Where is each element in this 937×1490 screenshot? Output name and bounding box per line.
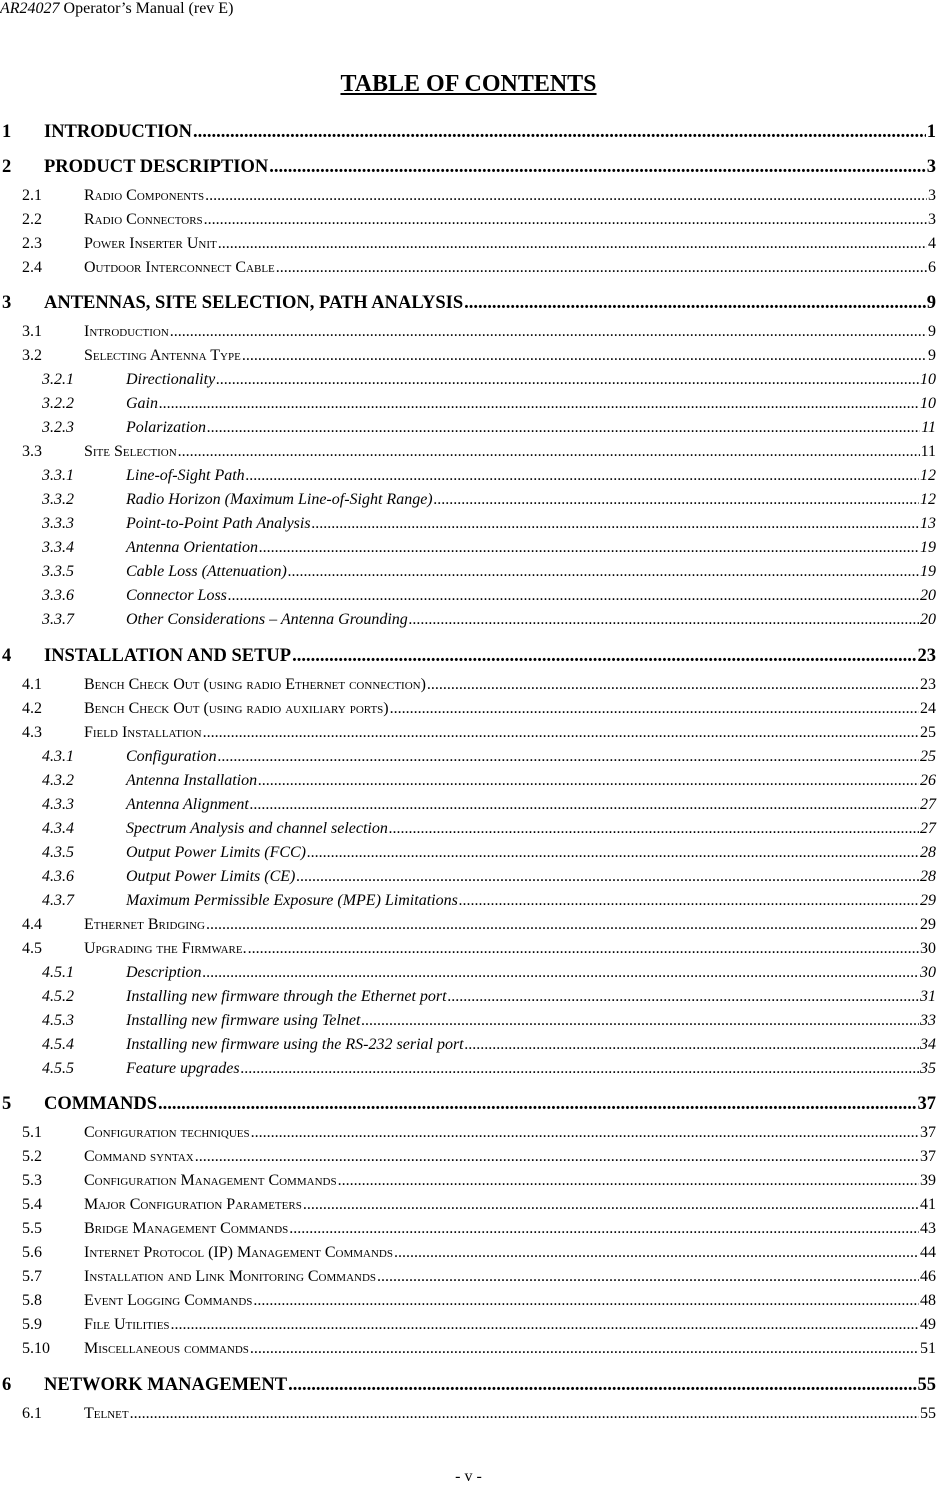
toc-entry-page: 37 bbox=[917, 1094, 936, 1114]
toc-entry-number: 5 bbox=[2, 1094, 12, 1114]
toc-dot-leader bbox=[158, 1094, 916, 1115]
toc-entry-number: 5.9 bbox=[22, 1316, 42, 1333]
toc-entry-4-5-2[interactable] bbox=[42, 988, 936, 1012]
toc-entry-number: 4.4 bbox=[22, 916, 42, 933]
toc-entry-number: 2.4 bbox=[22, 259, 42, 276]
toc-entry-number: 5.3 bbox=[22, 1172, 42, 1189]
toc-entry-5[interactable] bbox=[2, 1094, 936, 1118]
toc-entry-number: 3.3.2 bbox=[42, 491, 74, 508]
toc-entry-page: 28 bbox=[920, 844, 936, 861]
toc-entry-4-5-1[interactable] bbox=[42, 964, 936, 988]
toc-entry-2[interactable] bbox=[2, 157, 936, 181]
toc-entry-page: 49 bbox=[920, 1316, 936, 1333]
toc-entry-number: 4.3.6 bbox=[42, 868, 74, 885]
toc-entry-title: File Utilities bbox=[84, 1316, 170, 1333]
toc-entry-number: 3.3.4 bbox=[42, 539, 74, 556]
toc-entry-page: 24 bbox=[920, 700, 936, 717]
toc-entry-page: 19 bbox=[920, 539, 936, 556]
toc-dot-leader bbox=[459, 892, 919, 910]
header-title: Operator’s Manual (rev E) bbox=[63, 0, 234, 17]
toc-entry-title: Field Installation bbox=[84, 724, 202, 741]
toc-dot-leader bbox=[377, 1268, 919, 1286]
toc-entry-page: 48 bbox=[920, 1292, 936, 1309]
toc-entry-title: Telnet bbox=[84, 1405, 129, 1422]
toc-dot-leader bbox=[195, 1148, 919, 1166]
toc-entry-3-1[interactable] bbox=[22, 323, 936, 347]
toc-dot-leader bbox=[288, 563, 919, 581]
toc-entry-5-6[interactable] bbox=[22, 1244, 936, 1268]
toc-entry-number: 4.2 bbox=[22, 700, 42, 717]
toc-entry-page: 55 bbox=[917, 1375, 936, 1395]
toc-dot-leader bbox=[178, 443, 920, 461]
toc-entry-number: 4.5.2 bbox=[42, 988, 74, 1005]
toc-entry-page: 44 bbox=[920, 1244, 936, 1261]
toc-entry-page: 12 bbox=[920, 491, 936, 508]
toc-entry-page: 37 bbox=[920, 1148, 936, 1165]
running-header bbox=[0, 0, 233, 18]
toc-dot-leader bbox=[361, 1012, 919, 1030]
toc-dot-leader bbox=[289, 1220, 919, 1238]
toc-entry-5-10[interactable] bbox=[22, 1340, 936, 1364]
toc-entry-title: Radio Connectors bbox=[84, 211, 203, 228]
toc-entry-number: 3.3 bbox=[22, 443, 42, 460]
toc-entry-number: 3.2.1 bbox=[42, 371, 74, 388]
toc-entry-number: 4.3.5 bbox=[42, 844, 74, 861]
toc-dot-leader bbox=[130, 1405, 919, 1423]
toc-entry-page: 51 bbox=[920, 1340, 936, 1357]
toc-entry-title: Gain bbox=[126, 395, 158, 412]
toc-entry-page: 10 bbox=[920, 395, 936, 412]
toc-entry-page: 41 bbox=[920, 1196, 936, 1213]
toc-entry-title: Configuration Management Commands bbox=[84, 1172, 337, 1189]
toc-dot-leader bbox=[216, 371, 919, 389]
toc-entry-4-5[interactable] bbox=[22, 940, 936, 964]
toc-entry-4-4[interactable] bbox=[22, 916, 936, 940]
toc-entry-page: 33 bbox=[920, 1012, 936, 1029]
toc-entry-4-3-7[interactable] bbox=[42, 892, 936, 916]
toc-entry-3-2[interactable] bbox=[22, 347, 936, 371]
toc-entry-page: 20 bbox=[920, 587, 936, 604]
toc-entry-title: Configuration bbox=[126, 748, 217, 765]
toc-entry-number: 4.1 bbox=[22, 676, 42, 693]
toc-entry-3[interactable] bbox=[2, 293, 936, 317]
toc-entry-5-5[interactable] bbox=[22, 1220, 936, 1244]
toc-dot-leader bbox=[205, 187, 927, 205]
toc-entry-4-3[interactable] bbox=[22, 724, 936, 748]
toc-entry-number: 5.1 bbox=[22, 1124, 42, 1141]
toc-entry-title: Installing new firmware through the Ethernet port bbox=[126, 988, 447, 1005]
toc-entry-number: 3.2.3 bbox=[42, 419, 74, 436]
toc-dot-leader bbox=[259, 539, 919, 557]
toc-dot-leader bbox=[409, 611, 919, 629]
toc-entry-title: Radio Horizon (Maximum Line-of-Sight Range) bbox=[126, 491, 433, 508]
toc-dot-leader bbox=[246, 467, 919, 485]
toc-entry-number: 5.6 bbox=[22, 1244, 42, 1261]
toc-entry-page: 9 bbox=[928, 347, 936, 364]
toc-dot-leader bbox=[170, 323, 927, 341]
toc-entry-page: 29 bbox=[920, 892, 936, 909]
toc-entry-title: Line-of-Sight Path bbox=[126, 467, 245, 484]
toc-entry-title: Output Power Limits (CE) bbox=[126, 868, 296, 885]
toc-dot-leader bbox=[465, 1036, 919, 1054]
toc-entry-title: Description bbox=[126, 964, 202, 981]
toc-entry-page: 10 bbox=[920, 371, 936, 388]
toc-entry-title: Spectrum Analysis and channel selection bbox=[126, 820, 388, 837]
toc-entry-title: Internet Protocol (IP) Management Commands bbox=[84, 1244, 393, 1261]
toc-entry-4-5-4[interactable] bbox=[42, 1036, 936, 1060]
toc-entry-title: Cable Loss (Attenuation) bbox=[126, 563, 287, 580]
toc-entry-number: 4.5.1 bbox=[42, 964, 74, 981]
toc-dot-leader bbox=[171, 1316, 919, 1334]
toc-entry-number: 3.3.6 bbox=[42, 587, 74, 604]
toc-entry-page: 19 bbox=[920, 563, 936, 580]
toc-entry-title: Event Logging Commands bbox=[84, 1292, 253, 1309]
toc-entry-number: 3.3.1 bbox=[42, 467, 74, 484]
toc-entry-page: 31 bbox=[920, 988, 936, 1005]
toc-dot-leader bbox=[206, 916, 919, 934]
toc-entry-page: 20 bbox=[920, 611, 936, 628]
toc-entry-1[interactable] bbox=[2, 122, 936, 146]
toc-dot-leader bbox=[427, 676, 919, 694]
toc-entry-5-2[interactable] bbox=[22, 1148, 936, 1172]
toc-entry-3-3-3[interactable] bbox=[42, 515, 936, 539]
toc-entry-page: 4 bbox=[928, 235, 936, 252]
toc-entry-number: 4.5 bbox=[22, 940, 42, 957]
toc-entry-4-3-2[interactable] bbox=[42, 772, 936, 796]
toc-entry-4-3-1[interactable] bbox=[42, 748, 936, 772]
toc-entry-number: 5.2 bbox=[22, 1148, 42, 1165]
toc-entry-page: 27 bbox=[920, 796, 936, 813]
toc-entry-title: Command syntax bbox=[84, 1148, 194, 1165]
toc-entry-title: Site Selection bbox=[84, 443, 177, 460]
toc-entry-title: COMMANDS bbox=[44, 1094, 158, 1114]
toc-entry-number: 3.3.3 bbox=[42, 515, 74, 532]
toc-entry-page: 26 bbox=[920, 772, 936, 789]
toc-entry-title: Other Considerations – Antenna Grounding bbox=[126, 611, 408, 628]
toc-dot-leader bbox=[203, 724, 919, 742]
toc-entry-3-3[interactable] bbox=[22, 443, 936, 467]
toc-entry-page: 30 bbox=[920, 964, 936, 981]
toc-entry-number: 5.4 bbox=[22, 1196, 42, 1213]
toc-dot-leader bbox=[203, 964, 919, 982]
toc-entry-title: PRODUCT DESCRIPTION bbox=[44, 157, 269, 177]
toc-dot-leader bbox=[250, 1340, 919, 1358]
toc-entry-title: INSTALLATION AND SETUP bbox=[44, 646, 292, 666]
toc-entry-number: 3.1 bbox=[22, 323, 42, 340]
toc-entry-number: 4.5.4 bbox=[42, 1036, 74, 1053]
toc-entry-4-3-6[interactable] bbox=[42, 868, 936, 892]
toc-entry-3-2-1[interactable] bbox=[42, 371, 936, 395]
toc-entry-title: NETWORK MANAGEMENT bbox=[44, 1375, 288, 1395]
toc-entry-page: 13 bbox=[920, 515, 936, 532]
toc-entry-number: 5.10 bbox=[22, 1340, 50, 1357]
toc-entry-5-7[interactable] bbox=[22, 1268, 936, 1292]
toc-entry-page: 27 bbox=[920, 820, 936, 837]
toc-entry-title: Output Power Limits (FCC) bbox=[126, 844, 307, 861]
toc-dot-leader bbox=[218, 748, 919, 766]
toc-entry-title: Maximum Permissible Exposure (MPE) Limitations bbox=[126, 892, 458, 909]
toc-dot-leader bbox=[242, 347, 927, 365]
toc-entry-page: 23 bbox=[920, 676, 936, 693]
toc-entry-number: 5.5 bbox=[22, 1220, 42, 1237]
toc-entry-number: 4.3.7 bbox=[42, 892, 74, 909]
toc-entry-number: 4.5.3 bbox=[42, 1012, 74, 1029]
toc-dot-leader bbox=[307, 844, 919, 862]
toc-entry-3-3-6[interactable] bbox=[42, 587, 936, 611]
toc-entry-4-3-4[interactable] bbox=[42, 820, 936, 844]
toc-entry-title: Polarization bbox=[126, 419, 207, 436]
toc-entry-page: 9 bbox=[926, 293, 936, 313]
toc-entry-number: 4.3.2 bbox=[42, 772, 74, 789]
toc-dot-leader bbox=[292, 646, 916, 667]
toc-entry-title: INTRODUCTION bbox=[44, 122, 193, 142]
toc-entry-6[interactable] bbox=[2, 1375, 936, 1399]
toc-dot-leader bbox=[276, 259, 927, 277]
toc-dot-leader bbox=[448, 988, 919, 1006]
toc-entry-number: 4.3.3 bbox=[42, 796, 74, 813]
toc-entry-3-2-2[interactable] bbox=[42, 395, 936, 419]
toc-entry-title: Miscellaneous commands bbox=[84, 1340, 249, 1357]
toc-entry-4-5-5[interactable] bbox=[42, 1060, 936, 1084]
toc-entry-page: 9 bbox=[928, 323, 936, 340]
toc-entry-number: 1 bbox=[2, 122, 12, 142]
toc-entry-4-1[interactable] bbox=[22, 676, 936, 700]
toc-entry-title: Outdoor Interconnect Cable bbox=[84, 259, 275, 276]
toc-entry-title: Bench Check Out (using radio auxiliary ports) bbox=[84, 700, 389, 717]
toc-entry-number: 2.2 bbox=[22, 211, 42, 228]
toc-dot-leader bbox=[288, 1375, 916, 1396]
toc-entry-page: 30 bbox=[920, 940, 936, 957]
toc-dot-leader bbox=[253, 1292, 919, 1310]
toc-entry-3-3-5[interactable] bbox=[42, 563, 936, 587]
toc-entry-3-3-2[interactable] bbox=[42, 491, 936, 515]
toc-entry-4-3-3[interactable] bbox=[42, 796, 936, 820]
toc-entry-number: 4.3 bbox=[22, 724, 42, 741]
toc-entry-4-2[interactable] bbox=[22, 700, 936, 724]
toc-entry-title: Power Inserter Unit bbox=[84, 235, 217, 252]
toc-entry-title: Directionality bbox=[126, 371, 216, 388]
toc-dot-leader bbox=[207, 419, 920, 437]
toc-dot-leader bbox=[204, 211, 927, 229]
toc-entry-title: Major Configuration Parameters bbox=[84, 1196, 302, 1213]
toc-entry-number: 4 bbox=[2, 646, 12, 666]
toc-entry-3-3-1[interactable] bbox=[42, 467, 936, 491]
toc-dot-leader bbox=[241, 1060, 919, 1078]
toc-entry-title: Installing new firmware using Telnet bbox=[126, 1012, 361, 1029]
page-title: TABLE OF CONTENTS bbox=[340, 71, 597, 97]
toc-entry-page: 3 bbox=[928, 211, 936, 228]
toc-dot-leader bbox=[250, 796, 919, 814]
toc-entry-6-1[interactable] bbox=[22, 1405, 936, 1429]
toc-entry-5-8[interactable] bbox=[22, 1292, 936, 1316]
toc-entry-page: 39 bbox=[920, 1172, 936, 1189]
toc-dot-leader bbox=[258, 772, 919, 790]
toc-dot-leader bbox=[159, 395, 919, 413]
toc-entry-number: 4.3.4 bbox=[42, 820, 74, 837]
toc-entry-page: 37 bbox=[920, 1124, 936, 1141]
toc-dot-leader bbox=[303, 1196, 919, 1214]
toc-entry-title: Selecting Antenna Type bbox=[84, 347, 241, 364]
toc-entry-title: Connector Loss bbox=[126, 587, 227, 604]
toc-entry-number: 6.1 bbox=[22, 1405, 42, 1422]
toc-entry-title: Bench Check Out (using radio Ethernet connection) bbox=[84, 676, 426, 693]
toc-entry-title: Installing new firmware using the RS-232 serial port bbox=[126, 1036, 464, 1053]
toc-entry-title: Ethernet Bridging bbox=[84, 916, 205, 933]
toc-entry-page: 46 bbox=[920, 1268, 936, 1285]
toc-entry-title: Installation and Link Monitoring Commands bbox=[84, 1268, 377, 1285]
toc-entry-page: 3 bbox=[926, 157, 936, 177]
toc-entry-title: Radio Components bbox=[84, 187, 205, 204]
toc-entry-title: Point-to-Point Path Analysis bbox=[126, 515, 311, 532]
toc-dot-leader bbox=[228, 587, 919, 605]
toc-entry-page: 25 bbox=[920, 724, 936, 741]
toc-entry-number: 5.8 bbox=[22, 1292, 42, 1309]
toc-entry-page: 25 bbox=[920, 748, 936, 765]
toc-dot-leader bbox=[193, 122, 926, 143]
toc-entry-2-3[interactable] bbox=[22, 235, 936, 259]
toc-entry-title: ANTENNAS, SITE SELECTION, PATH ANALYSIS bbox=[44, 293, 464, 313]
toc-dot-leader bbox=[389, 820, 919, 838]
toc-entry-page: 23 bbox=[917, 646, 936, 666]
toc-entry-title: Antenna Orientation bbox=[126, 539, 258, 556]
toc-dot-leader bbox=[312, 515, 919, 533]
toc-entry-page: 1 bbox=[926, 122, 936, 142]
page-number: - v - bbox=[455, 1468, 482, 1485]
toc-entry-5-9[interactable] bbox=[22, 1316, 936, 1340]
toc-entry-4-3-5[interactable] bbox=[42, 844, 936, 868]
toc-entry-page: 28 bbox=[920, 868, 936, 885]
toc-entry-2-2[interactable] bbox=[22, 211, 936, 235]
toc-dot-leader bbox=[464, 293, 926, 314]
toc-entry-title: Upgrading the Firmware. bbox=[84, 940, 247, 957]
toc-entry-5-4[interactable] bbox=[22, 1196, 936, 1220]
toc-dot-leader bbox=[251, 1124, 919, 1142]
toc-dot-leader bbox=[218, 235, 927, 253]
header-model: AR24027 bbox=[0, 0, 60, 17]
toc-entry-number: 4.3.1 bbox=[42, 748, 74, 765]
toc-entry-5-1[interactable] bbox=[22, 1124, 936, 1148]
toc-entry-number: 6 bbox=[2, 1375, 12, 1395]
toc-entry-page: 43 bbox=[920, 1220, 936, 1237]
toc-entry-number: 2 bbox=[2, 157, 12, 177]
toc-entry-number: 3.3.5 bbox=[42, 563, 74, 580]
toc-entry-title: Antenna Alignment bbox=[126, 796, 249, 813]
toc-dot-leader bbox=[390, 700, 919, 718]
toc-entry-number: 2.1 bbox=[22, 187, 42, 204]
toc-entry-number: 4.5.5 bbox=[42, 1060, 74, 1077]
toc-entry-page: 6 bbox=[928, 259, 936, 276]
toc-entry-number: 3.2 bbox=[22, 347, 42, 364]
toc-entry-page: 3 bbox=[928, 187, 936, 204]
toc-dot-leader bbox=[394, 1244, 919, 1262]
toc-entry-5-3[interactable] bbox=[22, 1172, 936, 1196]
toc-entry-number: 2.3 bbox=[22, 235, 42, 252]
toc-entry-page: 35 bbox=[920, 1060, 936, 1077]
toc-entry-3-3-4[interactable] bbox=[42, 539, 936, 563]
toc-entry-title: Bridge Management Commands bbox=[84, 1220, 289, 1237]
toc-entry-4[interactable] bbox=[2, 646, 936, 670]
toc-dot-leader bbox=[248, 940, 919, 958]
toc-entry-title: Feature upgrades bbox=[126, 1060, 240, 1077]
toc-entry-3-2-3[interactable] bbox=[42, 419, 936, 443]
toc-entry-2-1[interactable] bbox=[22, 187, 936, 211]
toc-entry-page: 11 bbox=[921, 419, 936, 436]
toc-entry-title: Introduction bbox=[84, 323, 169, 340]
toc-entry-page: 29 bbox=[920, 916, 936, 933]
toc-entry-number: 3 bbox=[2, 293, 12, 313]
toc-entry-title: Antenna Installation bbox=[126, 772, 258, 789]
toc-entry-page: 55 bbox=[920, 1405, 936, 1422]
toc-entry-page: 12 bbox=[920, 467, 936, 484]
toc-dot-leader bbox=[434, 491, 919, 509]
toc-entry-page: 11 bbox=[920, 443, 936, 460]
toc-entry-3-3-7[interactable] bbox=[42, 611, 936, 635]
toc-entry-page: 34 bbox=[920, 1036, 936, 1053]
toc-dot-leader bbox=[269, 157, 925, 178]
toc-entry-4-5-3[interactable] bbox=[42, 1012, 936, 1036]
toc-entry-title: Configuration techniques bbox=[84, 1124, 250, 1141]
toc-entry-number: 3.3.7 bbox=[42, 611, 74, 628]
toc-entry-number: 3.2.2 bbox=[42, 395, 74, 412]
toc-entry-2-4[interactable] bbox=[22, 259, 936, 283]
toc-dot-leader bbox=[296, 868, 919, 886]
toc-dot-leader bbox=[338, 1172, 919, 1190]
toc-entry-number: 5.7 bbox=[22, 1268, 42, 1285]
